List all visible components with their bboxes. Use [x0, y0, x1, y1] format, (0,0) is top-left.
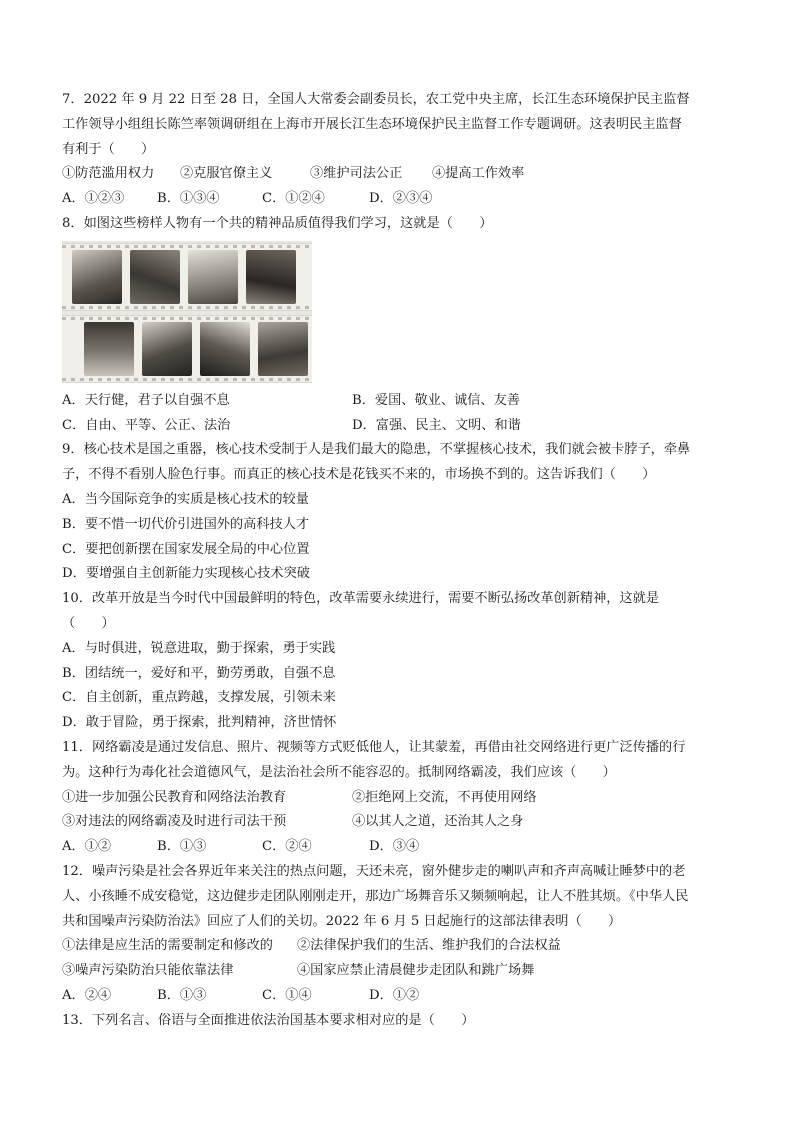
- choice-d[interactable]: D．要增强自主创新能力实现核心技术突破: [62, 566, 310, 582]
- exam-page: [62, 88, 738, 1034]
- question-13-stem: 13．下列名言、俗语与全面推进依法治国基本要求相对应的是（ ）: [62, 1012, 475, 1028]
- statement-item: ③噪声污染防治只能依靠法律: [62, 963, 234, 979]
- question-7-stem-line: 工作领导小组组长陈竺率领调研组在上海市开展长江生态环境保护民主监督工作专题调研。这表明民主监督: [62, 116, 682, 132]
- choice-d[interactable]: D．①②: [369, 987, 420, 1003]
- choice-a[interactable]: A．与时俱进，锐意进取，勤于探索，勇于实践: [62, 640, 336, 656]
- statement-item: ④以其人之道，还治其人之身: [352, 814, 524, 830]
- choice-d[interactable]: D．富强、民主、文明、和谐: [352, 417, 521, 433]
- statement-item: ④提高工作效率: [432, 166, 525, 182]
- film-strip-portraits-image: [62, 241, 312, 383]
- question-8-choices-row: [62, 389, 738, 414]
- question-9-stem-line: 9．核心技术是国之重器，核心技术受制于人是我们最大的隐患，不掌握核心技术，我们就会被卡脖子，牵鼻: [62, 442, 691, 458]
- question-8-stem: 8．如图这些榜样人物有一个共的精神品质值得我们学习，这就是（ ）: [62, 215, 493, 231]
- choice-b[interactable]: B．①③: [157, 987, 207, 1003]
- choice-b[interactable]: B．要不惜一切代价引进国外的高科技人才: [62, 516, 310, 532]
- question-7: [62, 88, 738, 212]
- choice-a[interactable]: A．②④: [62, 987, 112, 1003]
- statement-item: ②法律保护我们的生活、维护我们的合法权益: [297, 938, 561, 954]
- question-12-items-row: [62, 959, 738, 984]
- choice-b[interactable]: B．①③④: [157, 191, 220, 207]
- choice-d[interactable]: D．②③④: [369, 191, 433, 207]
- choice-c[interactable]: C．①④: [262, 987, 312, 1003]
- choice-c[interactable]: C．②④: [262, 839, 312, 855]
- statement-item: ①防范滥用权力: [62, 166, 155, 182]
- question-12-stem-line: 人、小孩睡不成安稳觉，这边健步走团队刚刚走开，那边广场舞音乐又频频响起，让人不胜其烦。《中华人民: [62, 888, 689, 904]
- statement-item: ①进一步加强公民教育和网络法治教育: [62, 789, 287, 805]
- choice-a[interactable]: A．当今国际竞争的实质是核心技术的较量: [62, 491, 309, 507]
- question-12-stem-line: 12．噪声污染是社会各界近年来关注的热点问题，天还未亮，窗外健步走的喇叭声和齐声高喊让睡梦中的老: [62, 863, 686, 879]
- statement-item: ②克服官僚主义: [180, 166, 273, 182]
- question-12-choices: [62, 984, 738, 1009]
- question-10-stem-line: 10．改革开放是当今时代中国最鲜明的特色，改革需要永续进行，需要不断弘扬改革创新精神，这就是: [62, 591, 660, 607]
- question-11-choices: [62, 835, 738, 860]
- statement-item: ②拒绝网上交流，不再使用网络: [352, 789, 537, 805]
- question-11-stem-line: 11．网络霸凌是通过发信息、照片、视频等方式贬低他人，让其蒙羞，再借由社交网络进行更广泛传播的行: [62, 739, 686, 755]
- question-12-items-row: [62, 934, 738, 959]
- question-8: [62, 212, 738, 438]
- question-7-stem-line: 7．2022 年 9 月 22 日至 28 日，全国人大常委会副委员长，农工党中央主席，长江生态环境保护民主监督: [62, 92, 690, 107]
- choice-c[interactable]: C．要把创新摆在国家发展全局的中心位置: [62, 541, 310, 557]
- choice-a[interactable]: A．①②③: [62, 191, 125, 207]
- film-strip-bottom: [62, 315, 312, 383]
- film-strip-top: [62, 243, 312, 311]
- choice-b[interactable]: B．①③: [157, 839, 207, 855]
- question-11-items-row: [62, 810, 738, 835]
- question-10: [62, 587, 738, 736]
- choice-a[interactable]: A．天行健，君子以自强不息: [62, 392, 230, 408]
- statement-item: ③对违法的网络霸凌及时进行司法干预: [62, 814, 287, 830]
- choice-b[interactable]: B．爱国、敬业、诚信、友善: [352, 392, 520, 408]
- statement-item: ④国家应禁止清晨健步走团队和跳广场舞: [297, 963, 535, 979]
- choice-b[interactable]: B．团结统一，爱好和平，勤劳勇敢，自强不息: [62, 665, 336, 681]
- question-7-items: [62, 162, 738, 187]
- choice-c[interactable]: C．①②④: [262, 191, 325, 207]
- question-13: [62, 1009, 738, 1034]
- choice-c[interactable]: C．自由、平等、公正、法治: [62, 417, 231, 433]
- question-8-choices-row: [62, 414, 738, 439]
- question-11-stem-line: 为。这种行为毒化社会道德风气，是法治社会所不能容忍的。抵制网络霸凌，我们应该（ ）: [62, 764, 616, 780]
- question-10-stem-line: （ ）: [62, 615, 115, 631]
- choice-c[interactable]: C．自主创新，重点跨越，支撑发展，引领未来: [62, 690, 336, 706]
- statement-item: ①法律是应生活的需要制定和修改的: [62, 938, 273, 954]
- question-11-items-row: [62, 786, 738, 811]
- statement-item: ③维护司法公正: [310, 166, 403, 182]
- question-7-stem-line: 有利于（ ）: [62, 141, 155, 157]
- choice-d[interactable]: D．敢于冒险，勇于探索，批判精神，济世情怀: [62, 715, 337, 731]
- question-12-stem-line: 共和国噪声污染防治法》回应了人们的关切。2022 年 6 月 5 日起施行的这部法律表明（ ）: [62, 913, 622, 929]
- question-9-stem-line: 子，不得不看别人脸色行事。而真正的核心技术是花钱买不来的，市场换不到的。这告诉我们（ ）: [62, 467, 656, 483]
- question-11: [62, 736, 738, 860]
- question-9: [62, 438, 738, 587]
- question-7-choices: [62, 187, 738, 212]
- choice-a[interactable]: A．①②: [62, 839, 112, 855]
- choice-d[interactable]: D．③④: [369, 839, 420, 855]
- question-12: [62, 860, 738, 1009]
